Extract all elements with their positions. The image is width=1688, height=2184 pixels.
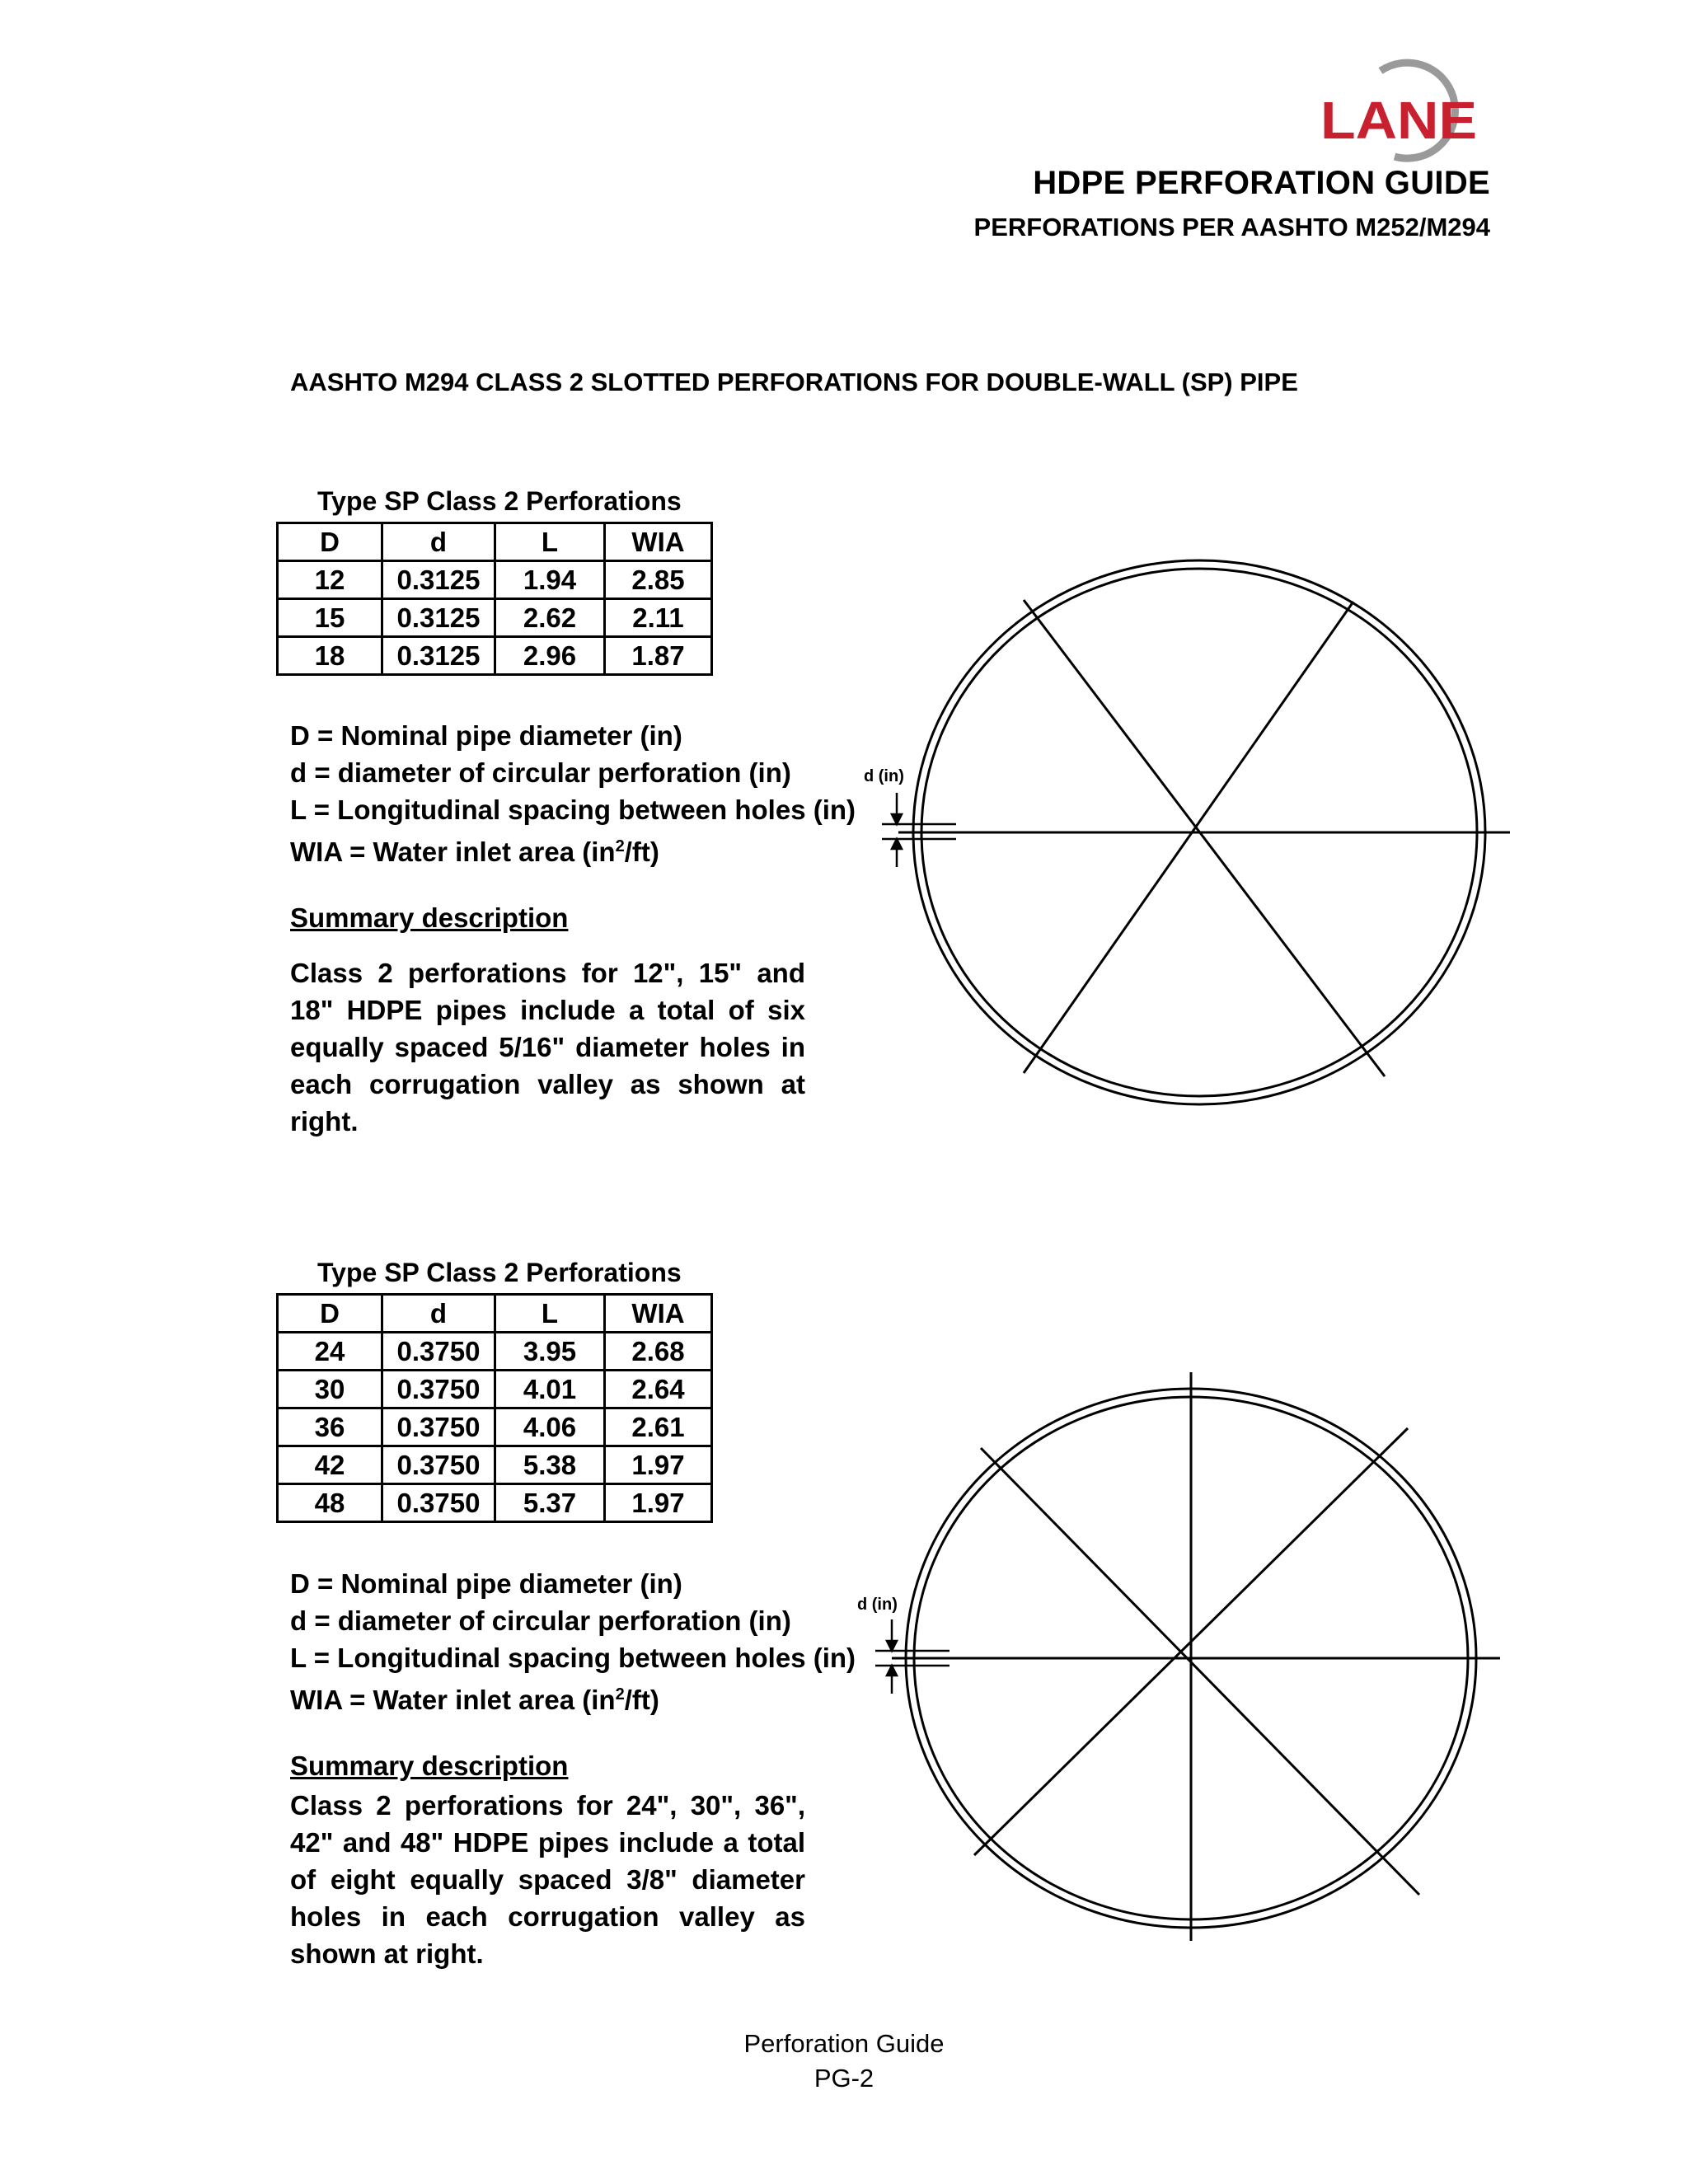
table-cell: 5.38 [495,1446,605,1484]
table-cell: 0.3750 [382,1446,495,1484]
legend-item: d = diameter of circular perforation (in) [290,1605,791,1636]
column-header: d [382,1295,495,1333]
column-header: D [278,1295,382,1333]
table-row [278,561,712,599]
table-cell: 2.68 [605,1333,712,1371]
page-subtitle: PERFORATIONS PER AASHTO M252/M294 [973,213,1490,241]
logo-text: LANE [1320,91,1477,150]
legend-item: D = Nominal pipe diameter (in) [290,1568,682,1599]
legend-item: D = Nominal pipe diameter (in) [290,720,682,751]
table-header-row [278,1295,712,1333]
pipe-perforation-diagram-6 [849,552,1525,1113]
footer-label: Perforation Guide [743,2029,945,2058]
legend [290,717,856,870]
summary-heading: Summary description [290,1750,569,1781]
column-header: D [278,523,382,561]
table-cell: 2.11 [605,599,712,637]
hole-dimension [875,1619,950,1694]
table-header-row [278,523,712,561]
table-cell: 12 [278,561,382,599]
legend-item: L = Longitudinal spacing between holes (in) [290,794,856,825]
column-header: L [495,1295,605,1333]
table-cell: 0.3125 [382,561,495,599]
table-cell: 30 [278,1371,382,1408]
pipe-perforation-diagram-8 [849,1372,1525,1941]
summary-text: Class 2 perforations for 12", 15" and 18" HDPE pipes include a total of six equally spaced 5/16" diameter holes in each corrugation valley as shown at right. [290,958,805,1137]
table-cell: 0.3750 [382,1484,495,1522]
table-cell: 2.96 [495,637,605,675]
summary-heading: Summary description [290,902,569,933]
table-cell: 1.97 [605,1484,712,1522]
dimension-label: d (in) [857,1596,898,1614]
table-cell: 42 [278,1446,382,1484]
table-cell: 15 [278,599,382,637]
table-cell: 36 [278,1408,382,1446]
table-row [278,1408,712,1446]
table-cell: 24 [278,1333,382,1371]
section-heading: AASHTO M294 CLASS 2 SLOTTED PERFORATIONS FOR DOUBLE-WALL (SP) PIPE [290,368,1298,396]
legend-item: WIA = Water inlet area $(in^2/ft)$ [290,1685,659,1715]
table-title: Type SP Class 2 Perforations [317,1258,682,1287]
page-number: PG-2 [814,2064,874,2093]
summary-text: Class 2 perforations for 24", 30", 36", 42" and 48" HDPE pipes include a total of eight equally spaced 3/8" diameter holes in each corrugation valley as shown at right. [290,1790,805,1969]
table-row [278,1371,712,1408]
table-cell: 48 [278,1484,382,1522]
perforation-table [276,522,713,676]
column-header: WIA [605,523,712,561]
table-cell: 0.3125 [382,599,495,637]
hole-dimension [882,793,956,867]
column-header: L [495,523,605,561]
table-cell: 0.3125 [382,637,495,675]
table-cell: 2.62 [495,599,605,637]
legend-item: L = Longitudinal spacing between holes (in) [290,1643,856,1673]
table-cell: 1.97 [605,1446,712,1484]
table-cell: 2.61 [605,1408,712,1446]
table-title: Type SP Class 2 Perforations [317,486,682,516]
legend [290,1565,856,1718]
table-cell: 18 [278,637,382,675]
legend-item: d = diameter of circular perforation (in) [290,757,791,788]
page-title: HDPE PERFORATION GUIDE [1033,165,1490,201]
column-header: WIA [605,1295,712,1333]
table-cell: 4.01 [495,1371,605,1408]
table-row [278,1446,712,1484]
table-cell: 4.06 [495,1408,605,1446]
lane-logo [1302,56,1500,163]
table-cell: 0.3750 [382,1333,495,1371]
table-cell: 1.94 [495,561,605,599]
table-row [278,637,712,675]
perforation-lines [892,1372,1500,1941]
table-row [278,1333,712,1371]
table-cell: 1.87 [605,637,712,675]
table-cell: 2.85 [605,561,712,599]
table-row [278,1484,712,1522]
table-cell: 0.3750 [382,1408,495,1446]
dimension-label: d (in) [864,767,904,785]
legend-item: WIA = Water inlet area $(in^2/ft)$ [290,837,659,867]
column-header: d [382,523,495,561]
perforation-table [276,1293,713,1523]
table-row [278,599,712,637]
table-cell: 5.37 [495,1484,605,1522]
table-cell: 0.3750 [382,1371,495,1408]
table-cell: 3.95 [495,1333,605,1371]
table-cell: 2.64 [605,1371,712,1408]
